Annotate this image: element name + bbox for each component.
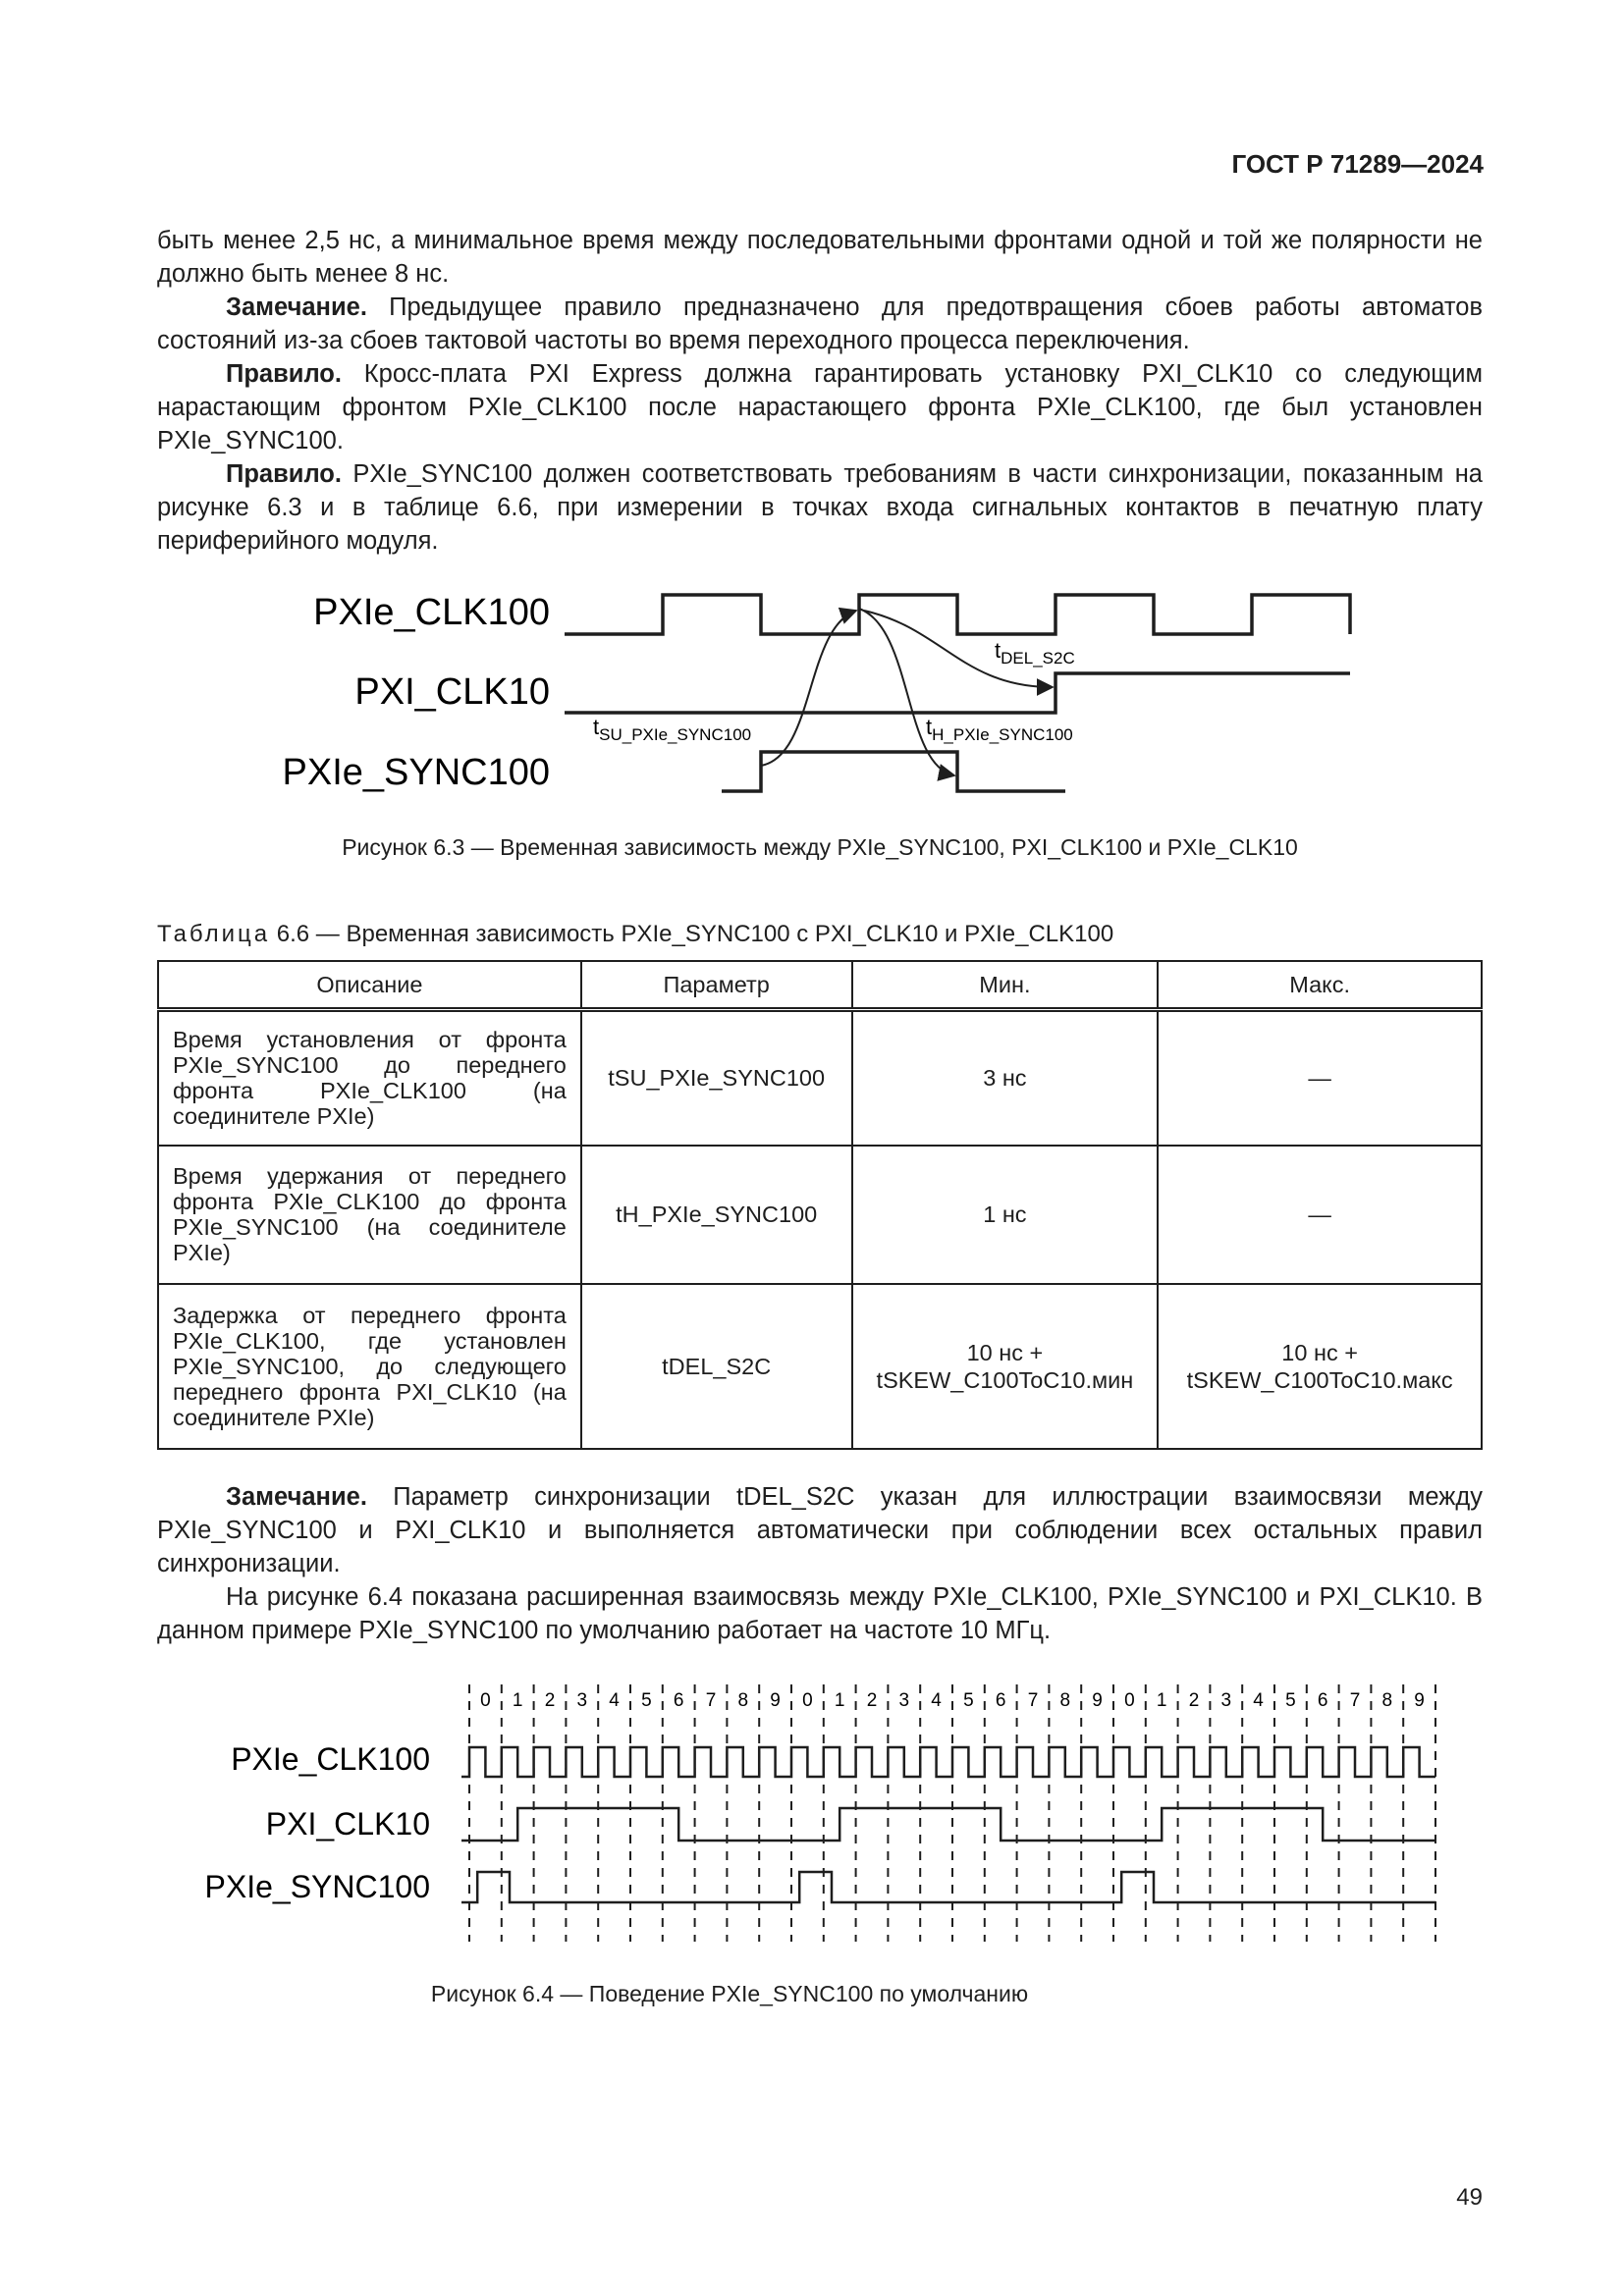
cell-parameter: tH_PXIe_SYNC100 <box>581 1146 852 1284</box>
cycle-counter-digit: 2 <box>1188 1690 1200 1711</box>
cycle-counter-digit: 9 <box>770 1690 781 1711</box>
cell-parameter: tDEL_S2C <box>581 1284 852 1449</box>
cell-min: 10 нс + tSKEW_C100ToC10.мин <box>852 1284 1159 1449</box>
cell-min: 3 нс <box>852 1010 1159 1146</box>
figure-6-3-caption: Рисунок 6.3 — Временная зависимость между PXIe_SYNC100, PXI_CLK100 и PXIe_CLK10 <box>342 834 1298 860</box>
cycle-counter-digit: 6 <box>673 1690 684 1711</box>
cycle-counter-digit: 9 <box>1414 1690 1425 1711</box>
figure-6-4-caption: Рисунок 6.4 — Поведение PXIe_SYNC100 по умолчанию <box>430 1981 1029 2006</box>
cycle-counter-digit: 5 <box>641 1690 652 1711</box>
cell-description: Задержка от переднего фронта PXIe_CLK100, где установлен PXIe_SYNC100, до следующего переднего фронта PXI_CLK10 (на соединителе PXIe) <box>158 1284 581 1449</box>
rule-text: Кросс-плата PXI Express должна гарантировать установку PXI_CLK10 со следующим нарастающим фронтом PXIe_CLK100 после нарастающего фронта PXIe_CLK100, где был установлен PXIe_SYNC100. <box>157 360 1483 454</box>
cycle-counter-digit: 2 <box>866 1690 878 1711</box>
paragraph-1: быть менее 2,5 нс, а минимальное время между последовательными фронтами одной и той же полярности не должно быть менее 8 нс. <box>157 227 1483 288</box>
cell-max: 10 нс + tSKEW_C100ToC10.макс <box>1158 1284 1482 1449</box>
figure-6-4-timing-diagram <box>0 1669 1624 1963</box>
cycle-counter-digit: 8 <box>1059 1690 1071 1711</box>
cycle-counter-digit: 3 <box>1220 1690 1232 1711</box>
header-max: Макс. <box>1158 961 1482 1010</box>
signal-label-pxie-clk100: PXIe_CLK100 <box>231 1741 430 1777</box>
cycle-counter-digit: 0 <box>1124 1690 1135 1711</box>
header-parameter: Параметр <box>581 961 852 1010</box>
cell-description: Время удержания от переднего фронта PXIe_CLK100 до фронта PXIe_SYNC100 (на соединителе PXIe) <box>158 1146 581 1284</box>
cycle-counter-digit: 5 <box>963 1690 974 1711</box>
waveform-pxie-sync100 <box>461 1872 1435 1902</box>
rule-label: Правило. <box>226 460 342 488</box>
signal-label-pxie-clk100: PXIe_CLK100 <box>313 592 550 633</box>
cycle-counter-digit: 9 <box>1092 1690 1103 1711</box>
table-6-6-caption: Таблица 6.6 — Временная зависимость PXIe_SYNC100 с PXI_CLK10 и PXIe_CLK100 <box>157 921 1114 947</box>
cycle-counter-digit: 4 <box>609 1690 620 1711</box>
cycle-counter-digit: 7 <box>1027 1690 1039 1711</box>
cycle-counter-digit: 3 <box>898 1690 910 1711</box>
signal-label-pxie-sync100: PXIe_SYNC100 <box>282 752 550 793</box>
note-text: Параметр синхронизации tDEL_S2C указан для иллюстрации взаимосвязи между PXIe_SYNC100 и PXI_CLK10 и выполняется автоматически при соблюдении всех остальных правил синхронизации. <box>157 1483 1483 1577</box>
table-row <box>158 1010 1482 1146</box>
header-description: Описание <box>158 961 581 1010</box>
header-min: Мин. <box>852 961 1159 1010</box>
note-label: Замечание. <box>226 294 367 321</box>
waveform-pxie-sync100 <box>722 752 1065 791</box>
cycle-counter-digit: 0 <box>802 1690 813 1711</box>
waveform-pxi-clk10 <box>461 1808 1435 1841</box>
table-row <box>158 1146 1482 1284</box>
figure-6-3-timing-diagram <box>0 0 1624 883</box>
table-row <box>158 1284 1482 1449</box>
document-header: ГОСТ Р 71289—2024 <box>1231 149 1484 179</box>
paragraph-note-2 <box>157 1480 1483 1580</box>
cell-max: — <box>1158 1010 1482 1146</box>
cycle-counter-digit: 1 <box>512 1690 523 1711</box>
cell-min: 1 нс <box>852 1146 1159 1284</box>
note-text: Предыдущее правило предназначено для предотвращения сбоев работы автоматов состояний из-за сбоев тактовой частоты во время переходного процесса переключения. <box>157 294 1483 354</box>
cycle-counter-digit: 4 <box>1253 1690 1264 1711</box>
waveform-pxie-clk100 <box>461 1747 1435 1777</box>
signal-label-pxi-clk10: PXI_CLK10 <box>265 1806 430 1842</box>
rule-label: Правило. <box>226 360 342 388</box>
cycle-counter-digit: 7 <box>1349 1690 1361 1711</box>
cycle-counter-digit: 5 <box>1285 1690 1296 1711</box>
cycle-counter-digit: 1 <box>1156 1690 1167 1711</box>
paragraph-text: На рисунке 6.4 показана расширенная взаимосвязь между PXIe_CLK100, PXIe_SYNC100 и PXI_CLK10. В данном примере PXIe_SYNC100 по умолчанию работает на частоте 10 МГц. <box>157 1583 1483 1644</box>
cycle-counter-digit: 4 <box>931 1690 942 1711</box>
cell-max: — <box>1158 1146 1482 1284</box>
table-header-row <box>158 961 1482 1010</box>
rule-text: PXIe_SYNC100 должен соответствовать требованиям в части синхронизации, показанным на рисунке 6.3 и в таблице 6.6, при измерении в точках входа сигнальных контактов в печатную плату периферийного модуля. <box>157 460 1483 555</box>
note-label: Замечание. <box>226 1483 367 1511</box>
table-6-6 <box>157 960 1483 1450</box>
cell-description: Время установления от фронта PXIe_SYNC100 до переднего фронта PXIe_CLK100 (на соединителе PXIe) <box>158 1010 581 1146</box>
page-number: 49 <box>1456 2184 1483 2211</box>
waveform-pxi-clk10 <box>565 673 1350 713</box>
cycle-counter-digit: 6 <box>995 1690 1006 1711</box>
cycle-counter-digit: 0 <box>480 1690 491 1711</box>
cycle-counter-digit: 1 <box>834 1690 845 1711</box>
th-label: $t_{H\_PXIe\_SYNC100}$ <box>926 715 1073 744</box>
cycle-counter-digit: 6 <box>1317 1690 1328 1711</box>
cycle-counter-digit: 3 <box>576 1690 588 1711</box>
cycle-counter-digit: 8 <box>1381 1690 1393 1711</box>
tsu-label: $t_{SU\_PXIe\_SYNC100}$ <box>593 715 752 744</box>
signal-label-pxi-clk10: PXI_CLK10 <box>354 671 550 713</box>
cycle-counter-digit: 2 <box>544 1690 556 1711</box>
waveform-pxie-clk100 <box>565 595 1350 634</box>
tdel-s2c-label: $t_{DEL\_S2C}$ <box>995 638 1075 667</box>
paragraph-6 <box>157 1580 1483 1647</box>
signal-label-pxie-sync100: PXIe_SYNC100 <box>204 1869 430 1904</box>
cell-parameter: tSU_PXIe_SYNC100 <box>581 1010 852 1146</box>
cycle-counter-digit: 8 <box>737 1690 749 1711</box>
cycle-counter-digit: 7 <box>705 1690 717 1711</box>
